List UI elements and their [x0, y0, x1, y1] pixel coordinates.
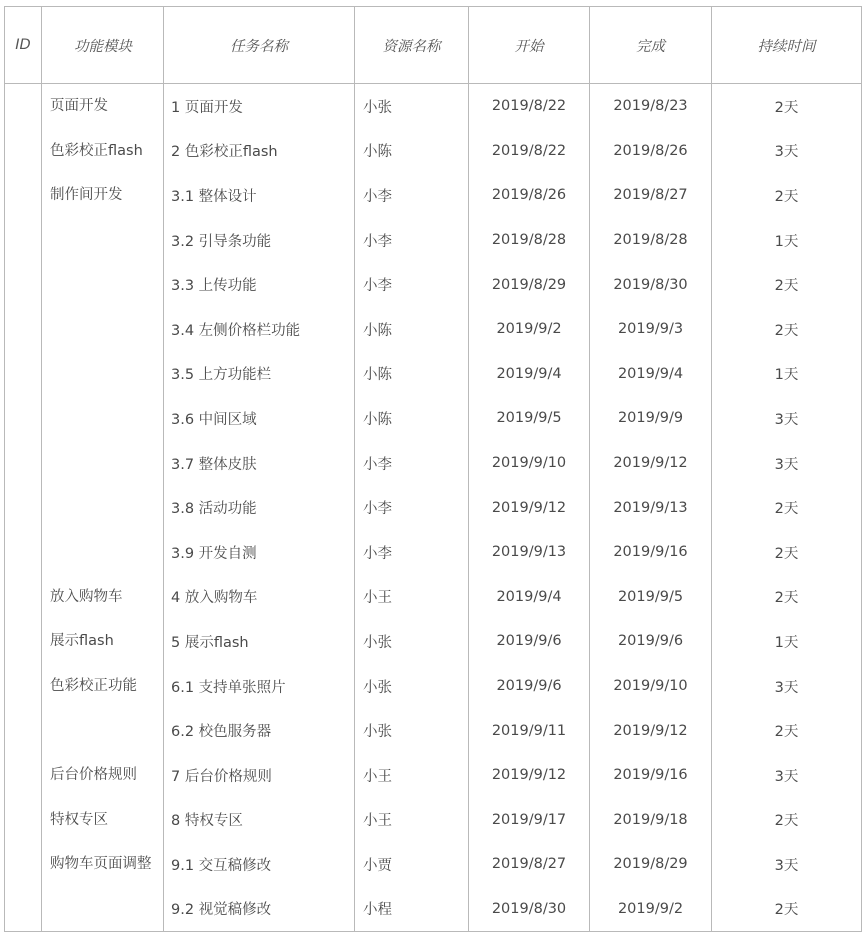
- header-duration: 持续时间: [712, 7, 862, 84]
- cell-module: 页面开发: [42, 84, 164, 129]
- schedule-table: [4, 6, 862, 932]
- cell-id: [5, 441, 42, 486]
- cell-finish: 2019/9/12: [590, 708, 712, 753]
- header-module: 功能模块: [42, 7, 164, 84]
- cell-start: 2019/9/6: [469, 664, 590, 709]
- cell-module: 后台价格规则: [42, 753, 164, 798]
- cell-module: [42, 530, 164, 575]
- cell-start: 2019/9/11: [469, 708, 590, 753]
- cell-module: 购物车页面调整: [42, 842, 164, 887]
- cell-finish: 2019/8/30: [590, 262, 712, 307]
- cell-duration: 2天: [712, 307, 862, 352]
- cell-task: 3.9 开发自测: [164, 530, 355, 575]
- cell-start: 2019/9/4: [469, 575, 590, 620]
- table-body: [5, 84, 862, 932]
- cell-resource: 小张: [355, 708, 469, 753]
- cell-finish: 2019/9/10: [590, 664, 712, 709]
- table-row: [5, 218, 862, 263]
- table-row: [5, 575, 862, 620]
- cell-duration: 2天: [712, 530, 862, 575]
- cell-id: [5, 485, 42, 530]
- cell-duration: 3天: [712, 842, 862, 887]
- cell-finish: 2019/9/13: [590, 485, 712, 530]
- table-row: [5, 842, 862, 887]
- table-row: [5, 887, 862, 932]
- cell-module: [42, 887, 164, 932]
- cell-resource: 小李: [355, 218, 469, 263]
- cell-start: 2019/9/4: [469, 352, 590, 397]
- cell-id: [5, 396, 42, 441]
- cell-duration: 2天: [712, 887, 862, 932]
- cell-id: [5, 708, 42, 753]
- cell-duration: 3天: [712, 129, 862, 174]
- cell-module: 放入购物车: [42, 575, 164, 620]
- cell-start: 2019/8/27: [469, 842, 590, 887]
- cell-finish: 2019/9/4: [590, 352, 712, 397]
- cell-task: 7 后台价格规则: [164, 753, 355, 798]
- cell-finish: 2019/8/26: [590, 129, 712, 174]
- cell-duration: 2天: [712, 262, 862, 307]
- cell-resource: 小张: [355, 84, 469, 129]
- cell-duration: 3天: [712, 753, 862, 798]
- cell-duration: 2天: [712, 84, 862, 129]
- cell-resource: 小李: [355, 262, 469, 307]
- table-row: [5, 619, 862, 664]
- cell-finish: 2019/9/16: [590, 753, 712, 798]
- cell-id: [5, 619, 42, 664]
- cell-id: [5, 352, 42, 397]
- cell-task: 8 特权专区: [164, 798, 355, 843]
- table-row: [5, 262, 862, 307]
- cell-task: 3.5 上方功能栏: [164, 352, 355, 397]
- table-row: [5, 798, 862, 843]
- cell-resource: 小张: [355, 664, 469, 709]
- cell-module: 色彩校正功能: [42, 664, 164, 709]
- cell-id: [5, 129, 42, 174]
- header-task: 任务名称: [164, 7, 355, 84]
- table-row: [5, 753, 862, 798]
- cell-module: 色彩校正flash: [42, 129, 164, 174]
- cell-id: [5, 664, 42, 709]
- cell-task: 5 展示flash: [164, 619, 355, 664]
- cell-resource: 小李: [355, 485, 469, 530]
- cell-task: 2 色彩校正flash: [164, 129, 355, 174]
- cell-module: [42, 218, 164, 263]
- cell-task: 9.1 交互稿修改: [164, 842, 355, 887]
- cell-task: 3.3 上传功能: [164, 262, 355, 307]
- cell-task: 3.4 左侧价格栏功能: [164, 307, 355, 352]
- cell-resource: 小张: [355, 619, 469, 664]
- cell-finish: 2019/8/27: [590, 173, 712, 218]
- cell-start: 2019/9/10: [469, 441, 590, 486]
- cell-start: 2019/9/13: [469, 530, 590, 575]
- cell-finish: 2019/9/9: [590, 396, 712, 441]
- cell-module: [42, 396, 164, 441]
- cell-finish: 2019/9/3: [590, 307, 712, 352]
- cell-id: [5, 842, 42, 887]
- cell-finish: 2019/9/16: [590, 530, 712, 575]
- cell-module: [42, 708, 164, 753]
- table-row: [5, 129, 862, 174]
- cell-start: 2019/9/5: [469, 396, 590, 441]
- header-start: 开始: [469, 7, 590, 84]
- cell-resource: 小陈: [355, 307, 469, 352]
- cell-module: [42, 352, 164, 397]
- cell-duration: 2天: [712, 173, 862, 218]
- cell-id: [5, 262, 42, 307]
- cell-start: 2019/8/22: [469, 84, 590, 129]
- cell-id: [5, 307, 42, 352]
- cell-module: [42, 307, 164, 352]
- cell-start: 2019/9/12: [469, 485, 590, 530]
- cell-id: [5, 575, 42, 620]
- cell-resource: 小李: [355, 173, 469, 218]
- cell-duration: 1天: [712, 218, 862, 263]
- cell-start: 2019/9/12: [469, 753, 590, 798]
- table-row: [5, 307, 862, 352]
- cell-duration: 2天: [712, 485, 862, 530]
- table-row: [5, 173, 862, 218]
- cell-module: [42, 485, 164, 530]
- cell-resource: 小王: [355, 798, 469, 843]
- cell-task: 1 页面开发: [164, 84, 355, 129]
- cell-finish: 2019/8/29: [590, 842, 712, 887]
- cell-task: 6.2 校色服务器: [164, 708, 355, 753]
- cell-duration: 2天: [712, 798, 862, 843]
- cell-resource: 小陈: [355, 396, 469, 441]
- cell-duration: 2天: [712, 575, 862, 620]
- cell-resource: 小陈: [355, 129, 469, 174]
- cell-start: 2019/8/30: [469, 887, 590, 932]
- cell-resource: 小李: [355, 530, 469, 575]
- cell-resource: 小王: [355, 753, 469, 798]
- table-row: [5, 708, 862, 753]
- cell-finish: 2019/9/12: [590, 441, 712, 486]
- cell-module: 展示flash: [42, 619, 164, 664]
- cell-module: 特权专区: [42, 798, 164, 843]
- cell-finish: 2019/8/23: [590, 84, 712, 129]
- cell-module: 制作间开发: [42, 173, 164, 218]
- cell-id: [5, 887, 42, 932]
- cell-task: 6.1 支持单张照片: [164, 664, 355, 709]
- cell-duration: 1天: [712, 619, 862, 664]
- cell-task: 3.2 引导条功能: [164, 218, 355, 263]
- cell-id: [5, 798, 42, 843]
- cell-resource: 小程: [355, 887, 469, 932]
- cell-duration: 3天: [712, 664, 862, 709]
- cell-start: 2019/8/22: [469, 129, 590, 174]
- header-resource: 资源名称: [355, 7, 469, 84]
- cell-module: [42, 262, 164, 307]
- table-row: [5, 530, 862, 575]
- table-header-row: [5, 7, 862, 84]
- cell-duration: 3天: [712, 396, 862, 441]
- cell-id: [5, 753, 42, 798]
- cell-start: 2019/8/26: [469, 173, 590, 218]
- cell-start: 2019/9/2: [469, 307, 590, 352]
- cell-finish: 2019/9/6: [590, 619, 712, 664]
- cell-task: 3.1 整体设计: [164, 173, 355, 218]
- table-row: [5, 396, 862, 441]
- cell-task: 4 放入购物车: [164, 575, 355, 620]
- cell-resource: 小陈: [355, 352, 469, 397]
- table-row: [5, 84, 862, 129]
- table-row: [5, 441, 862, 486]
- cell-resource: 小李: [355, 441, 469, 486]
- cell-duration: 2天: [712, 708, 862, 753]
- cell-start: 2019/8/29: [469, 262, 590, 307]
- cell-module: [42, 441, 164, 486]
- cell-finish: 2019/9/5: [590, 575, 712, 620]
- schedule-table-container: [4, 6, 861, 928]
- cell-duration: 1天: [712, 352, 862, 397]
- cell-task: 3.7 整体皮肤: [164, 441, 355, 486]
- table-row: [5, 352, 862, 397]
- cell-finish: 2019/9/2: [590, 887, 712, 932]
- cell-id: [5, 84, 42, 129]
- header-finish: 完成: [590, 7, 712, 84]
- cell-start: 2019/9/17: [469, 798, 590, 843]
- cell-id: [5, 173, 42, 218]
- table-row: [5, 485, 862, 530]
- cell-id: [5, 530, 42, 575]
- table-row: [5, 664, 862, 709]
- cell-id: [5, 218, 42, 263]
- cell-start: 2019/9/6: [469, 619, 590, 664]
- cell-resource: 小王: [355, 575, 469, 620]
- header-id: ID: [5, 7, 42, 84]
- cell-task: 9.2 视觉稿修改: [164, 887, 355, 932]
- cell-finish: 2019/8/28: [590, 218, 712, 263]
- cell-start: 2019/8/28: [469, 218, 590, 263]
- cell-duration: 3天: [712, 441, 862, 486]
- cell-task: 3.6 中间区域: [164, 396, 355, 441]
- cell-resource: 小贾: [355, 842, 469, 887]
- cell-task: 3.8 活动功能: [164, 485, 355, 530]
- cell-finish: 2019/9/18: [590, 798, 712, 843]
